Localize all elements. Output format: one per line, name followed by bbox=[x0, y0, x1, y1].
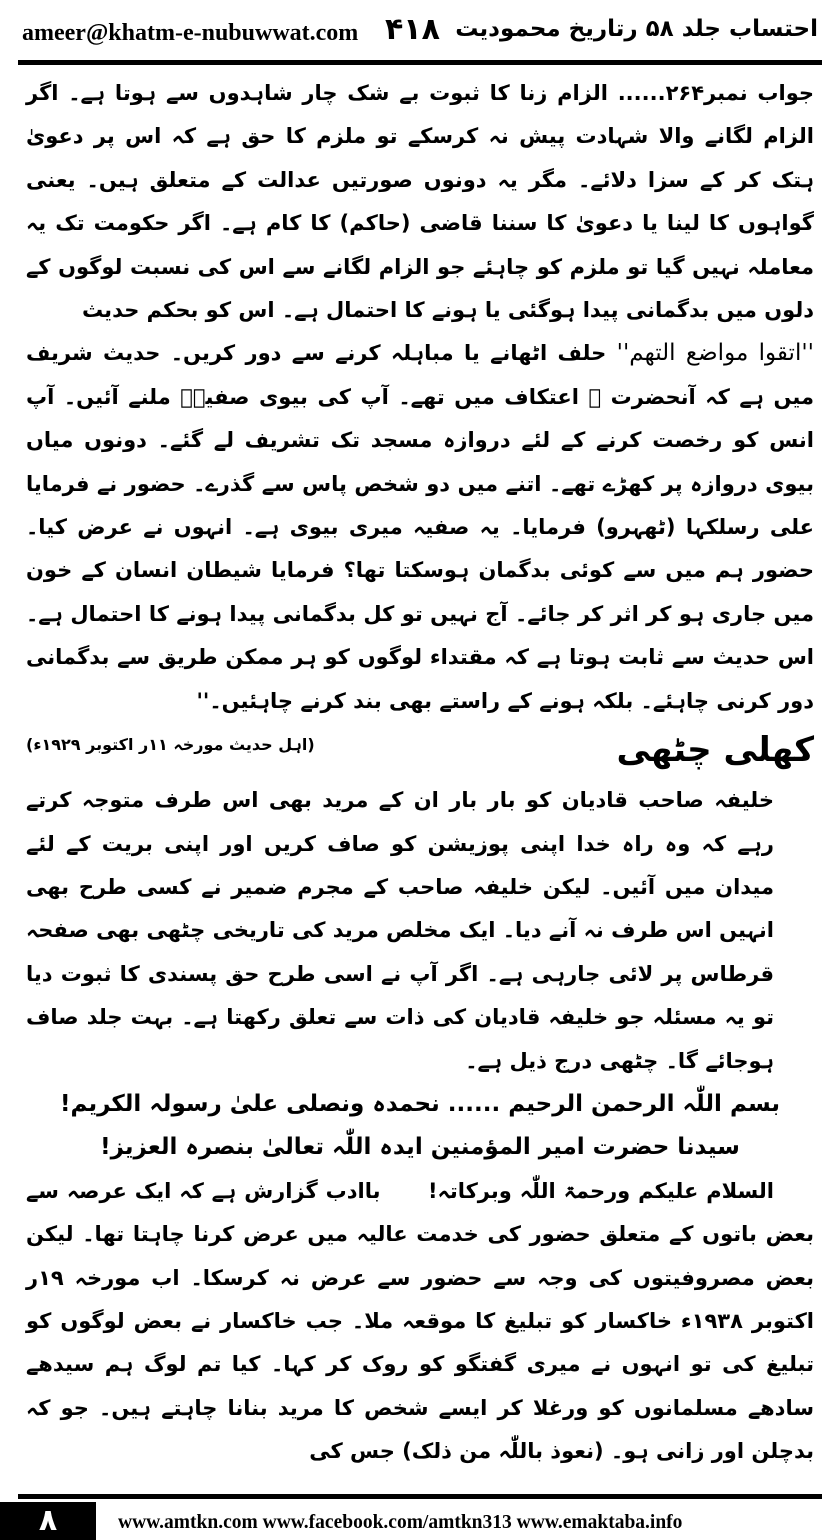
footer-page-number: ۸ bbox=[0, 1502, 96, 1540]
hadith-text: حلف اٹھانے یا مباہلہ کرنے سے دور کریں۔ حدیث شریف میں ہے کہ آنحضرت ﷺ اعتکاف میں تھے۔ آپ کی بیوی صفیہؓ ملنے آئیں۔ آپ انس کو رخصت کرنے کے لئے دروازہ مسجد تک تشریف لے گئے۔ دونوں میاں بیوی دروازہ پر کھڑے تھے۔ اتنے میں دو شخص پاس سے گذرے۔ حضور نے فرمایا علی رسلکہا (ٹھہرو) فرمایا۔ یہ صفیہ میری بیوی ہے۔ انہوں نے عرض کیا۔ حضور ہم میں سے کوئی بدگمان ہوسکتا تھا؟ فرمایا شیطان انسان کے خون میں جاری ہو کر اثر کر جائے۔ آج نہیں تو کل بدگمانی پیدا ہونے کا احتمال ہے۔ اس حدیث سے ثابت ہوتا ہے کہ مقتداء لوگوں کو ہر ممکن طریق سے بدگمانی دور کرنی چاہئے۔ بلکہ ہونے کے راستے بھی بند کرنے چاہئیں۔'' bbox=[26, 341, 814, 713]
answer-label: جواب نمبر۲۶۴...... bbox=[617, 81, 814, 105]
letter-address: سیدنا حضرت امیر المؤمنین ایدہ اللّٰہ تعالیٰ بنصرہ العزیز! bbox=[100, 1134, 740, 1161]
salam: السلام علیکم ورحمۃ اللّٰہ وبرکاتہ! bbox=[427, 1178, 774, 1203]
hadith-quote: ''اتقوا مواضع التهم'' bbox=[616, 340, 814, 367]
section-heading: کھلی چٹھی bbox=[616, 730, 814, 771]
page-header bbox=[0, 0, 840, 62]
header-book-title: احتساب جلد ۵۸ رتاریخ محمودیت bbox=[455, 16, 818, 42]
paragraph-letter-body bbox=[26, 1170, 814, 1474]
page-footer bbox=[0, 1498, 840, 1540]
paragraph-answer bbox=[26, 72, 814, 332]
header-email[interactable]: ameer@khatm-e-nubuwwat.com bbox=[22, 20, 359, 46]
letter-body-text: باادب گزارش ہے کہ ایک عرصہ سے بعض باتوں کے متعلق حضور کی خدمت عالیہ میں عرض کرنا چاہتا تھا۔ لیکن بعض مصروفیتوں کی وجہ سے حضور سے عرض نہ کرسکا۔ اب مورخہ ۱۹ر اکتوبر ۱۹۳۸ء خاکسار کو تبلیغ کا موقعہ ملا۔ جب خاکسار نے بعض لوگوں کو تبلیغ کی تو انہوں نے میری گفتگو کو روک کر کہا۔ کیا تم لوگ ہم سیدھے سادھے مسلمانوں کو ورغلا کر ایسے شخص کا مرید بنانا چاہتے ہیں۔ جو کہ بدچلن اور زانی ہو۔ (نعوذ باللّٰہ من ذلک) جس کی bbox=[26, 1178, 814, 1464]
paragraph-letter-intro: خلیفہ صاحب قادیان کو بار بار ان کے مرید بھی اس طرف متوجہ کرتے رہے کہ وہ راہ خدا اپنی پوزیشن کو صاف کریں اور اپنی بریت کے لئے میدان میں آئیں۔ لیکن خلیفہ صاحب کے مجرم ضمیر نے کسی طرح بھی انہیں اس طرف نہ آنے دیا۔ ایک مخلص مرید کی تاریخی چٹھی بھی صفحہ قرطاس پر لائی جارہی ہے۔ اگر آپ نے اسی طرح حق پسندی کا ثبوت دیا تو یہ مسئلہ جو خلیفہ قادیان کی ذات سے تعلق رکھتا ہے۔ بہت جلد صاف ہوجائے گا۔ چٹھی درج ذیل ہے۔ bbox=[25, 788, 774, 1073]
citation: (اہل حدیث مورخہ ۱۱ر اکتوبر ۱۹۲۹ء) bbox=[26, 735, 315, 755]
bismillah: بسم اللّٰہ الرحمن الرحیم ...... نحمدہ ونصلی علیٰ رسولہ الکریم! bbox=[59, 1090, 781, 1117]
header-rule bbox=[18, 60, 822, 65]
header-page-number: ۴۱۸ bbox=[385, 12, 440, 47]
page-body bbox=[26, 72, 814, 1474]
answer-text: الزام زنا کا ثبوت بے شک چار شاہدوں سے ہوتا ہے۔ اگر الزام لگانے والا شہادت پیش نہ کرسکے تو ملزم کا حق ہے کہ اس پر دعویٰ ہتک کر کے سزا دلائے۔ مگر یہ دونوں صورتیں عدالت کے متعلق ہیں۔ یعنی گواہوں کا لینا یا دعویٰ کا سننا قاضی (حاکم) کا کام ہے۔ اگر حکومت تک یہ معاملہ نہیں گیا تو ملزم کو چاہئے جو الزام لگانے سے اس کی نسبت لوگوں کے دلوں میں بدگمانی پیدا ہوگئی یا ہونے کا احتمال ہے۔ اس کو بحکم حدیث bbox=[26, 81, 814, 323]
footer-urls[interactable]: www.amtkn.com www.facebook.com/amtkn313 www.emaktaba.info bbox=[118, 1512, 683, 1533]
